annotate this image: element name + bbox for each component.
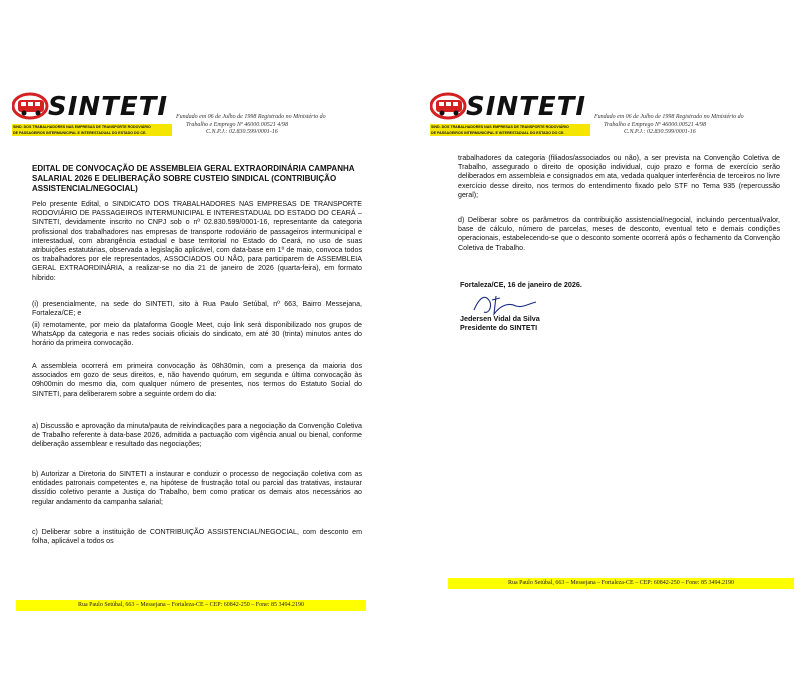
founding-line3: C.N.P.J.: 02.830.599/0001-16	[206, 129, 278, 135]
founding-info	[594, 114, 784, 137]
founding-line2: Trabalho e Emprego Nº 46000.00521 4/98	[604, 121, 706, 128]
footer-address-1: Rua Paulo Setúbal, 663 – Messejana – Fortaleza-CE – CEP: 60842-250 – Fone: 85 3494.2190	[16, 600, 366, 611]
paragraph-item-b: b) Autorizar a Diretoria do SINTETI a instaurar e conduzir o processo de negociação coletiva com as entidades patronais competentes e, na hipótese de frustração total ou parcial das tratativas, instaurar dissídio coletivo perante a Justiça do Trabalho, bem como praticar os demais atos necessários ao regular andamento da campanha salarial;	[32, 470, 362, 506]
paragraph-item-c: c) Deliberar sobre a instituição de CONTRIBUIÇÃO ASSISTENCIAL/NEGOCIAL, com desconto em folha, aplicável a todos os	[32, 528, 362, 546]
signer-role: Presidente do SINTETI	[460, 323, 538, 332]
sinteti-logo	[12, 92, 172, 136]
logo-subtitle	[431, 124, 589, 136]
signer-name: Jedersen Vidal da Silva	[460, 314, 540, 323]
document-page-1	[4, 70, 389, 630]
founding-info	[176, 114, 366, 137]
founding-line1: Fundado em 06 de Julho de 1998 Registrado no Ministério do	[176, 114, 326, 120]
logo-subtitle-line2: DE PASSAGEIROS INTERMUNICIPAL E INTERESTADUAL DO ESTADO DO CE.	[13, 131, 147, 135]
founding-line2: Trabalho e Emprego Nº 46000.00521 4/98	[186, 121, 288, 128]
logo-subtitle-line1: SIND. DOS TRABALHADORES NAS EMPRESAS DE TRANSPORTE RODOVIÁRIO	[13, 125, 151, 129]
document-page-2	[422, 70, 806, 610]
paragraph-item-d: d) Deliberar sobre os parâmetros da contribuição assistencial/negocial, incluindo percentual/valor, base de cálculo, número de parcelas, meses de desconto, eventual teto e demais condições operacionais, estabelecendo-se que o desconto somente ocorrerá após o fechamento da Convenção Coletiva de Trabalho.	[458, 216, 780, 252]
signer-block	[460, 314, 540, 332]
logo-subtitle	[13, 124, 171, 136]
paragraph-item-a: a) Discussão e aprovação da minuta/pauta de reivindicações para a negociação da Convenção Coletiva de Trabalho referente à data-base 2026, admitida a pactuação com vigência anual ou bienal, conforme deliberação assemblear e resultado das negociações;	[32, 422, 362, 449]
signing-date: Fortaleza/CE, 16 de janeiro de 2026.	[460, 280, 582, 289]
logo-subtitle-line2: DE PASSAGEIROS INTERMUNICIPAL E INTERESTADUAL DO ESTADO DO CE.	[431, 131, 565, 135]
logo-wordmark: SINTETI	[48, 92, 169, 122]
founding-line1: Fundado em 06 de Julho de 1998 Registrado no Ministério do	[594, 114, 744, 120]
document-title: EDITAL DE CONVOCAÇÃO DE ASSEMBLEIA GERAL EXTRAORDINÁRIA CAMPANHA SALARIAL 2026 E DELIBERAÇÃO SOBRE CUSTEIO SINDICAL (CONTRIBUIÇÃO ASSISTENCIAL/NEGOCIAL)	[32, 164, 355, 193]
paragraph-schedule: A assembleia ocorrerá em primeira convocação às 08h30min, com a presença da maioria dos associados em gozo de seus direitos, e, não havendo quórum, em segunda e última convocação às 09h00min do mesmo dia, com qualquer número de presentes, nos termos do Estatuto Social do SINTETI, para deliberarem sobre a seguinte ordem do dia:	[32, 362, 362, 398]
logo-subtitle-line1: SIND. DOS TRABALHADORES NAS EMPRESAS DE TRANSPORTE RODOVIÁRIO	[431, 125, 569, 129]
footer-address-2: Rua Paulo Setúbal, 663 – Messejana – Fortaleza-CE – CEP: 60842-250 – Fone: 85 3494.2190	[448, 578, 794, 589]
logo-wordmark: SINTETI	[466, 92, 587, 122]
paragraph-convocation: Pelo presente Edital, o SINDICATO DOS TRABALHADORES NAS EMPRESAS DE TRANSPORTE RODOVIÁRIO DE PASSAGEIROS INTERMUNICIPAL E INTERESTADUAL DO ESTADO DO CEARÁ – SINTETI, devidamente inscrito no CNPJ sob o nº 02.830.599/0001-16, representante da categoria profissional dos trabalhadores nas empresas de transporte rodoviário de passageiros intermunicipal e interestadual, com abrangência estadual e base territorial no Estado do Ceará, no uso de suas atribuições estatutárias, observada a legislação aplicável, com data-base em 1º de maio, convoca todos os trabalhadores por ele representados, ASSOCIADOS OU NÃO, para participarem de ASSEMBLEIA GERAL EXTRAORDINÁRIA, a realizar-se no dia 21 de janeiro de 2026 (quarta-feira), em formato híbrido:	[32, 200, 362, 282]
bus-logo-icon	[430, 92, 470, 124]
paragraph-in-person: (i) presencialmente, na sede do SINTETI, sito à Rua Paulo Setúbal, nº 663, Bairro Messejana, Fortaleza/CE; e	[32, 300, 362, 318]
paragraph-remote: (ii) remotamente, por meio da plataforma Google Meet, cujo link será disponibilizado nos grupos de WhatsApp da categoria e nas redes sociais oficiais do sindicato, em até 30 (trinta) minutos antes do horário da primeira convocação.	[32, 321, 362, 348]
sinteti-logo-2	[430, 92, 590, 136]
bus-logo-icon	[12, 92, 52, 124]
paragraph-item-c-continued: trabalhadores da categoria (filiados/associados ou não), a ser prevista na Convenção Coletiva de Trabalho, assegurado o direito de oposição individual, cujo prazo e forma de exercício serão deliberados em assembleia e consignados em ata, vedada qualquer interferência de terceiros no livre exercício desse direito, nos termos do entendimento fixado pelo STF no Tema 935 (repercussão geral);	[458, 154, 780, 199]
founding-line3: C.N.P.J.: 02.830.599/0001-16	[624, 129, 696, 135]
